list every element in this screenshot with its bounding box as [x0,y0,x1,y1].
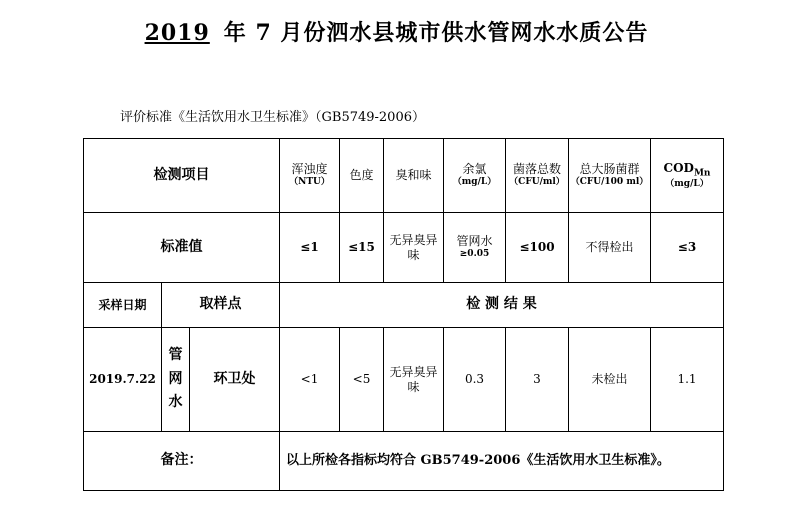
header-coliform-unit: （CFU/100 ml） [570,177,649,188]
title-year: 2019 [144,20,210,46]
header-turbidity-name: 浑浊度 [291,162,328,177]
remarks-text: 以上所检各指标均符合 GB5749-2006《生活饮用水卫生标准》。 [280,432,724,491]
header-row [84,139,724,213]
standard-label: 标准值 [84,213,280,283]
water-quality-table [83,138,724,491]
result-turbidity: <1 [280,328,340,432]
header-chlorine-name: 余氯 [462,162,487,177]
result-bacteria: 3 [506,328,569,432]
standard-chlorine-top: 管网水 [456,234,493,249]
standard-row [84,213,724,283]
header-cod-unit: （mg/L） [665,179,709,190]
sub-header-row [84,283,724,328]
header-odor: 臭和味 [384,139,444,213]
evaluation-standard: 评价标准《生活饮用水卫生标准》（GB5749-2006） [120,110,425,125]
result-chlorine: 0.3 [444,328,506,432]
result-coliform: 未检出 [569,328,651,432]
result-date: 2019.7.22 [84,328,162,432]
standard-chlorine [444,213,506,283]
header-coliform [569,139,651,213]
sub-header-site: 取样点 [162,283,280,328]
header-color: 色度 [340,139,384,213]
sub-header-results: 检 测 结 果 [280,283,724,328]
remarks-row [84,432,724,491]
title-text: 年 7 月份泗水县城市供水管网水水质公告 [223,20,649,46]
result-water-type [162,328,190,432]
header-chlorine-unit: （mg/L） [452,177,497,188]
header-cod-sub: Mn [693,167,711,178]
standard-chlorine-bottom: ≥0.05 [459,249,490,260]
sub-header-date: 采样日期 [84,283,162,328]
water-type-char: 水 [168,394,183,411]
standard-cod: ≤3 [651,213,724,283]
water-type-char: 网 [168,370,183,387]
standard-bacteria: ≤100 [506,213,569,283]
standard-turbidity: ≤1 [280,213,340,283]
standard-color: ≤15 [340,213,384,283]
result-cod: 1.1 [651,328,724,432]
header-coliform-name: 总大肠菌群 [579,162,640,177]
header-bacteria-name: 菌落总数 [512,162,561,177]
header-cod [651,139,724,213]
result-odor: 无异臭异味 [384,328,444,432]
header-chlorine [444,139,506,213]
header-bacteria-unit: （CFU/ml） [509,177,565,188]
standard-odor: 无异臭异味 [384,213,444,283]
header-item: 检测项目 [84,139,280,213]
header-turbidity [280,139,340,213]
result-row [84,328,724,432]
result-color: <5 [340,328,384,432]
result-site: 环卫处 [190,328,280,432]
standard-coliform: 不得检出 [569,213,651,283]
water-type-char: 管 [168,346,183,363]
remarks-label: 备注： [84,432,280,491]
header-cod-name: COD [663,160,694,175]
header-bacteria [506,139,569,213]
header-turbidity-unit: （NTU） [289,177,330,188]
page-title [0,16,793,47]
